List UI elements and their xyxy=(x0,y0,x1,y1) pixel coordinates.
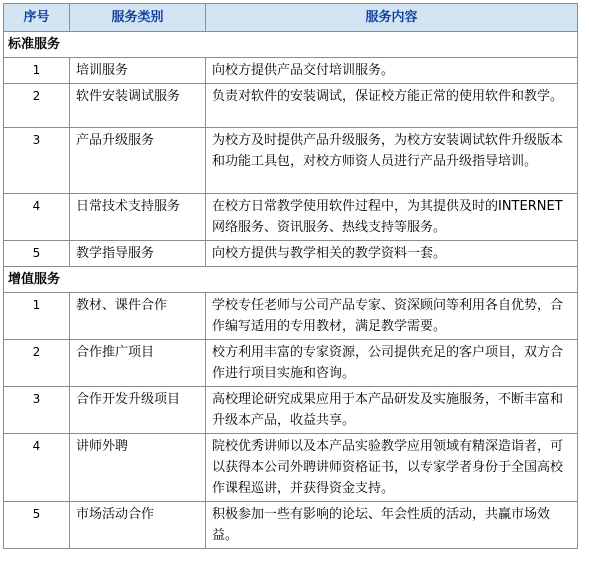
table-row xyxy=(4,340,578,387)
row-category: 合作推广项目 xyxy=(70,340,206,387)
header-no: 序号 xyxy=(4,4,70,32)
table-row xyxy=(4,58,578,84)
row-no: 3 xyxy=(4,128,70,194)
row-content: 校方利用丰富的专家资源，公司提供充足的客户项目，双方合作进行项目实施和咨询。 xyxy=(206,340,578,387)
row-category: 培训服务 xyxy=(70,58,206,84)
table-row xyxy=(4,84,578,128)
section-title: 增值服务 xyxy=(4,267,578,293)
row-no: 2 xyxy=(4,84,70,128)
header-category: 服务类别 xyxy=(70,4,206,32)
row-no: 2 xyxy=(4,340,70,387)
section-row-standard xyxy=(4,32,578,58)
section-title: 标准服务 xyxy=(4,32,578,58)
row-category: 讲师外聘 xyxy=(70,434,206,502)
row-category: 软件安装调试服务 xyxy=(70,84,206,128)
row-category: 教学指导服务 xyxy=(70,241,206,267)
row-category: 日常技术支持服务 xyxy=(70,194,206,241)
row-content: 学校专任老师与公司产品专家、资深顾问等利用各自优势，合作编写适用的专用教材，满足教学需要。 xyxy=(206,293,578,340)
row-no: 4 xyxy=(4,434,70,502)
row-category: 合作开发升级项目 xyxy=(70,387,206,434)
row-content: 负责对软件的安装调试，保证校方能正常的使用软件和教学。 xyxy=(206,84,578,128)
header-content: 服务内容 xyxy=(206,4,578,32)
service-table xyxy=(3,3,578,549)
table-row xyxy=(4,241,578,267)
row-category: 教材、课件合作 xyxy=(70,293,206,340)
row-category: 产品升级服务 xyxy=(70,128,206,194)
service-table-container xyxy=(3,3,578,549)
section-row-value-added xyxy=(4,267,578,293)
row-no: 3 xyxy=(4,387,70,434)
row-no: 1 xyxy=(4,58,70,84)
row-content: 向校方提供与教学相关的教学资料一套。 xyxy=(206,241,578,267)
table-row xyxy=(4,128,578,194)
row-content: 在校方日常教学使用软件过程中，为其提供及时的INTERNET网络服务、资讯服务、热线支持等服务。 xyxy=(206,194,578,241)
row-no: 5 xyxy=(4,502,70,549)
header-row xyxy=(4,4,578,32)
table-row xyxy=(4,387,578,434)
table-row xyxy=(4,502,578,549)
table-row xyxy=(4,434,578,502)
row-category: 市场活动合作 xyxy=(70,502,206,549)
table-row xyxy=(4,293,578,340)
row-content: 院校优秀讲师以及本产品实验教学应用领域有精深造诣者，可以获得本公司外聘讲师资格证书，以专家学者身份于全国高校作课程巡讲，并获得资金支持。 xyxy=(206,434,578,502)
row-no: 5 xyxy=(4,241,70,267)
row-no: 4 xyxy=(4,194,70,241)
row-content: 向校方提供产品交付培训服务。 xyxy=(206,58,578,84)
table-row xyxy=(4,194,578,241)
row-no: 1 xyxy=(4,293,70,340)
row-content: 积极参加一些有影响的论坛、年会性质的活动，共赢市场效益。 xyxy=(206,502,578,549)
row-content: 为校方及时提供产品升级服务，为校方安装调试软件升级版本和功能工具包，对校方师资人员进行产品升级指导培训。 xyxy=(206,128,578,194)
row-content: 高校理论研究成果应用于本产品研发及实施服务，不断丰富和升级本产品，收益共享。 xyxy=(206,387,578,434)
